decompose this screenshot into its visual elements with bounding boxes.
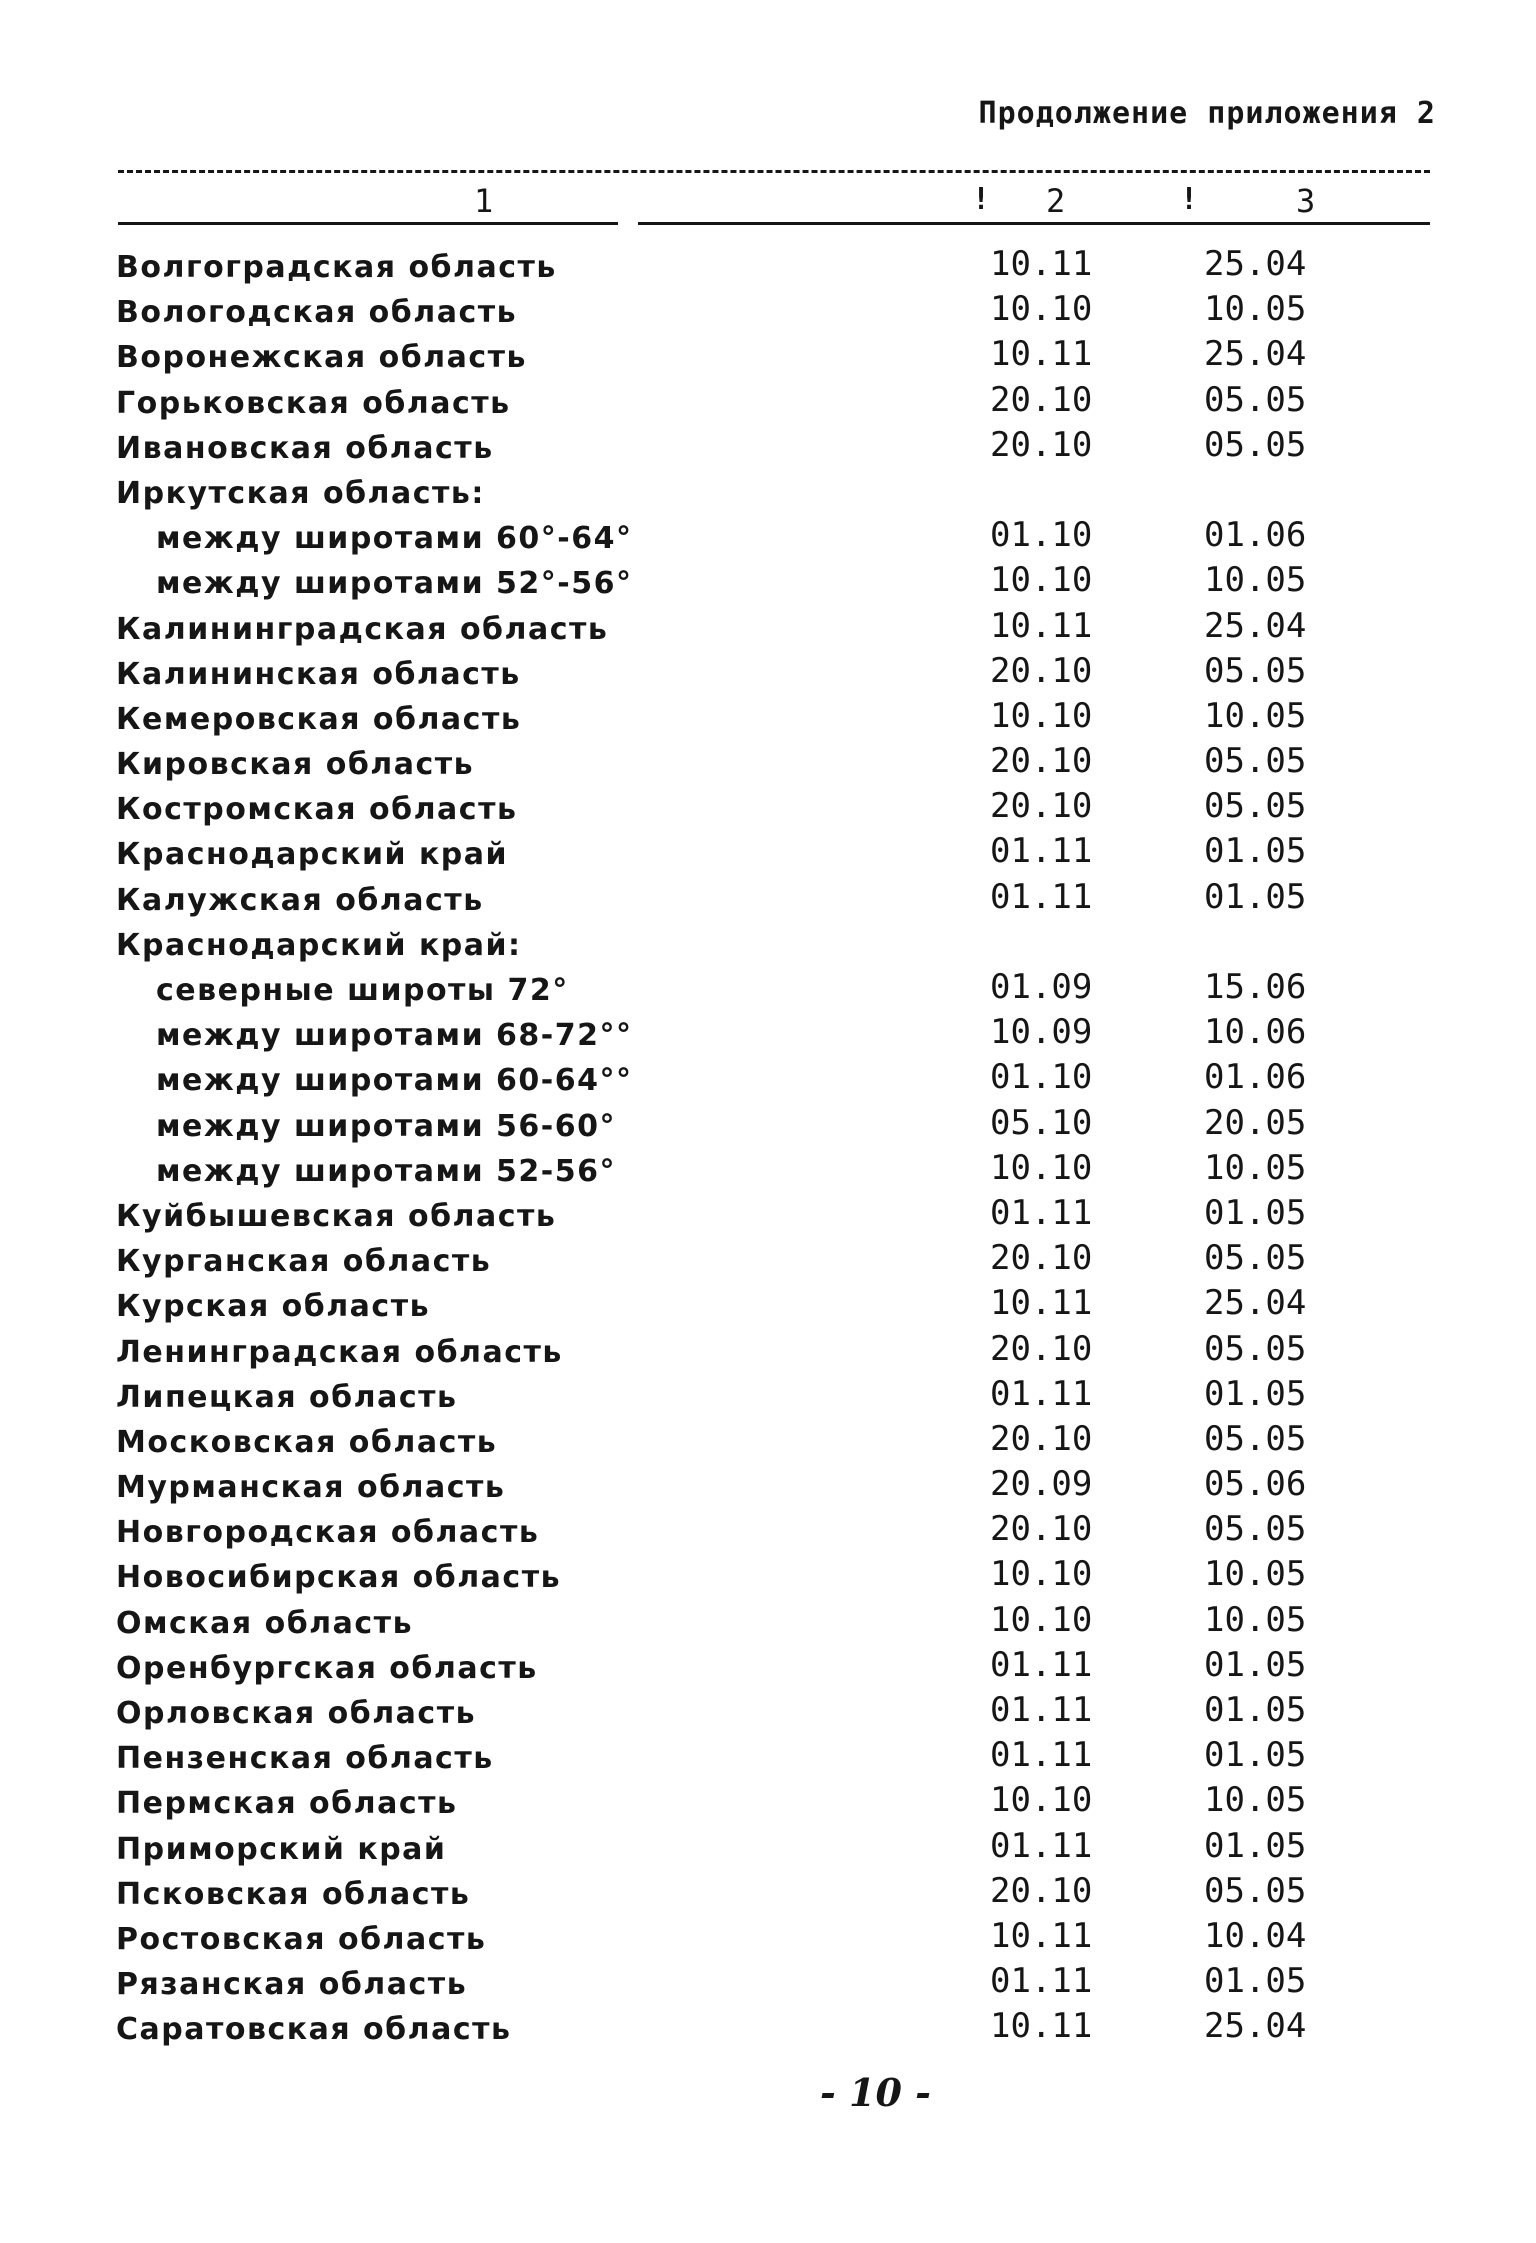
end-date-cell: 25.04 bbox=[1204, 605, 1307, 646]
region-name: Оренбургская область bbox=[116, 1650, 538, 1686]
end-date-cell: 10.06 bbox=[1204, 1012, 1307, 1053]
column-separator: ! bbox=[1180, 182, 1199, 217]
start-date-cell: 20.10 bbox=[990, 424, 1093, 465]
end-date-cell: 05.05 bbox=[1204, 379, 1307, 420]
end-date-cell: 01.05 bbox=[1204, 1735, 1307, 1776]
start-date-cell: 01.11 bbox=[990, 1735, 1093, 1776]
region-name: Краснодарский край bbox=[116, 837, 509, 873]
end-date-cell: 05.05 bbox=[1204, 424, 1307, 465]
table-row bbox=[0, 2006, 1536, 2057]
region-name: Воронежская область bbox=[116, 340, 527, 376]
end-date-cell: 05.05 bbox=[1204, 786, 1307, 827]
region-name: между широтами 52-56° bbox=[156, 1153, 616, 1189]
start-date-cell: 20.10 bbox=[990, 1418, 1093, 1459]
region-name: Приморский край bbox=[116, 1831, 447, 1867]
end-date-cell: 10.05 bbox=[1204, 1147, 1307, 1188]
start-date-cell: 20.10 bbox=[990, 379, 1093, 420]
region-name: Ленинградская область bbox=[116, 1334, 563, 1370]
start-date-cell: 20.10 bbox=[990, 1238, 1093, 1279]
start-date-cell: 01.11 bbox=[990, 1961, 1093, 2002]
end-date-cell: 05.05 bbox=[1204, 1238, 1307, 1279]
end-date-cell: 20.05 bbox=[1204, 1102, 1307, 1143]
region-name: Калужская область bbox=[116, 882, 484, 918]
column-header-2: 2 bbox=[1046, 182, 1066, 220]
end-date-cell: 01.05 bbox=[1204, 1644, 1307, 1685]
start-date-cell: 01.11 bbox=[990, 831, 1093, 872]
start-date-cell: 20.10 bbox=[990, 650, 1093, 691]
region-name: Калининская область bbox=[116, 656, 521, 692]
region-name: Мурманская область bbox=[116, 1470, 506, 1506]
region-name: Краснодарский край: bbox=[116, 927, 522, 963]
region-name: Курская область bbox=[116, 1289, 431, 1325]
end-date-cell: 10.04 bbox=[1204, 1915, 1307, 1956]
region-name: Костромская область bbox=[116, 792, 518, 828]
start-date-cell: 20.10 bbox=[990, 1328, 1093, 1369]
column-header-3: 3 bbox=[1296, 182, 1316, 220]
start-date-cell: 10.11 bbox=[990, 2006, 1093, 2047]
start-date-cell: 10.10 bbox=[990, 695, 1093, 736]
end-date-cell: 01.05 bbox=[1204, 1192, 1307, 1233]
page-number: - 10 - bbox=[820, 2070, 931, 2115]
start-date-cell: 10.11 bbox=[990, 334, 1093, 375]
start-date-cell: 01.10 bbox=[990, 515, 1093, 556]
table-body bbox=[0, 244, 1536, 2058]
region-name: между широтами 60°-64° bbox=[156, 521, 633, 557]
start-date-cell: 10.10 bbox=[990, 1780, 1093, 1821]
column-header-1: 1 bbox=[474, 182, 494, 220]
end-date-cell: 01.06 bbox=[1204, 1057, 1307, 1098]
start-date-cell: 05.10 bbox=[990, 1102, 1093, 1143]
start-date-cell: 01.11 bbox=[990, 876, 1093, 917]
table-row bbox=[0, 424, 1536, 476]
start-date-cell: 10.11 bbox=[990, 1283, 1093, 1324]
region-name: Новосибирская область bbox=[116, 1560, 562, 1596]
start-date-cell: 20.09 bbox=[990, 1464, 1093, 1505]
start-date-cell: 10.11 bbox=[990, 1915, 1093, 1956]
region-name: северные широты 72° bbox=[156, 973, 569, 1008]
end-date-cell: 10.05 bbox=[1204, 289, 1307, 330]
table-header-rule-col1 bbox=[118, 222, 618, 225]
start-date-cell: 01.11 bbox=[990, 1644, 1093, 1685]
region-name: Орловская область bbox=[116, 1696, 477, 1731]
table-header-rule-col23 bbox=[638, 222, 1430, 225]
start-date-cell: 01.11 bbox=[990, 1825, 1093, 1866]
end-date-cell: 25.04 bbox=[1204, 244, 1307, 284]
region-name: Липецкая область bbox=[116, 1379, 458, 1415]
start-date-cell: 10.11 bbox=[990, 244, 1093, 284]
region-name: Вологодская область bbox=[116, 295, 518, 331]
start-date-cell: 10.10 bbox=[990, 560, 1093, 601]
end-date-cell: 01.05 bbox=[1204, 876, 1307, 917]
end-date-cell: 01.06 bbox=[1204, 515, 1307, 556]
region-name: Пензенская область bbox=[116, 1741, 494, 1777]
end-date-cell: 10.05 bbox=[1204, 1599, 1307, 1640]
region-name: Калининградская область bbox=[116, 611, 609, 647]
region-name: Пермская область bbox=[116, 1786, 458, 1822]
region-name: между широтами 60-64°° bbox=[156, 1063, 633, 1099]
region-name: Ивановская область bbox=[116, 430, 494, 466]
end-date-cell: 15.06 bbox=[1204, 967, 1307, 1007]
end-date-cell: 01.05 bbox=[1204, 831, 1307, 872]
end-date-cell: 25.04 bbox=[1204, 1283, 1307, 1324]
start-date-cell: 10.10 bbox=[990, 1147, 1093, 1188]
region-name: Рязанская область bbox=[116, 1967, 468, 2003]
region-name: Ростовская область bbox=[116, 1921, 487, 1957]
start-date-cell: 01.11 bbox=[990, 1373, 1093, 1414]
start-date-cell: 20.10 bbox=[990, 741, 1093, 782]
end-date-cell: 01.05 bbox=[1204, 1373, 1307, 1414]
region-name: Новгородская область bbox=[116, 1515, 540, 1551]
region-name: между широтами 56-60° bbox=[156, 1108, 616, 1144]
start-date-cell: 01.11 bbox=[990, 1192, 1093, 1233]
page-header: Продолжение приложения 2 bbox=[978, 96, 1436, 131]
end-date-cell: 05.05 bbox=[1204, 650, 1307, 691]
start-date-cell: 10.09 bbox=[990, 1012, 1093, 1053]
end-date-cell: 01.05 bbox=[1204, 1690, 1307, 1730]
end-date-cell: 25.04 bbox=[1204, 2006, 1307, 2047]
start-date-cell: 20.10 bbox=[990, 1509, 1093, 1550]
end-date-cell: 01.05 bbox=[1204, 1825, 1307, 1866]
start-date-cell: 10.10 bbox=[990, 1599, 1093, 1640]
table-row bbox=[0, 876, 1536, 928]
start-date-cell: 20.10 bbox=[990, 1870, 1093, 1911]
region-name: Псковская область bbox=[116, 1876, 471, 1912]
end-date-cell: 10.05 bbox=[1204, 695, 1307, 736]
table-top-rule bbox=[118, 170, 1430, 173]
region-name: Курганская область bbox=[116, 1244, 492, 1280]
end-date-cell: 10.05 bbox=[1204, 1780, 1307, 1821]
region-name: Омская область bbox=[116, 1605, 414, 1641]
end-date-cell: 10.05 bbox=[1204, 1554, 1307, 1595]
end-date-cell: 05.05 bbox=[1204, 1418, 1307, 1459]
start-date-cell: 10.11 bbox=[990, 605, 1093, 646]
region-name: Волгоградская область bbox=[116, 250, 557, 285]
end-date-cell: 05.05 bbox=[1204, 1328, 1307, 1369]
end-date-cell: 05.05 bbox=[1204, 741, 1307, 782]
region-name: Горьковская область bbox=[116, 385, 511, 421]
end-date-cell: 05.06 bbox=[1204, 1464, 1307, 1505]
region-name: Московская область bbox=[116, 1424, 498, 1460]
start-date-cell: 10.10 bbox=[990, 289, 1093, 330]
region-name: Кемеровская область bbox=[116, 701, 522, 737]
start-date-cell: 01.09 bbox=[990, 967, 1093, 1007]
end-date-cell: 05.05 bbox=[1204, 1509, 1307, 1550]
end-date-cell: 05.05 bbox=[1204, 1870, 1307, 1911]
region-name: Кировская область bbox=[116, 747, 475, 783]
start-date-cell: 20.10 bbox=[990, 786, 1093, 827]
end-date-cell: 10.05 bbox=[1204, 560, 1307, 601]
start-date-cell: 01.10 bbox=[990, 1057, 1093, 1098]
region-name: между широтами 68-72°° bbox=[156, 1018, 633, 1054]
end-date-cell: 01.05 bbox=[1204, 1961, 1307, 2002]
column-separator: ! bbox=[972, 182, 991, 217]
region-name: между широтами 52°-56° bbox=[156, 566, 633, 602]
region-name: Иркутская область: bbox=[116, 475, 485, 511]
region-name: Куйбышевская область bbox=[116, 1198, 557, 1234]
start-date-cell: 10.10 bbox=[990, 1554, 1093, 1595]
end-date-cell: 25.04 bbox=[1204, 334, 1307, 375]
region-name: Саратовская область bbox=[116, 2012, 512, 2048]
start-date-cell: 01.11 bbox=[990, 1690, 1093, 1730]
